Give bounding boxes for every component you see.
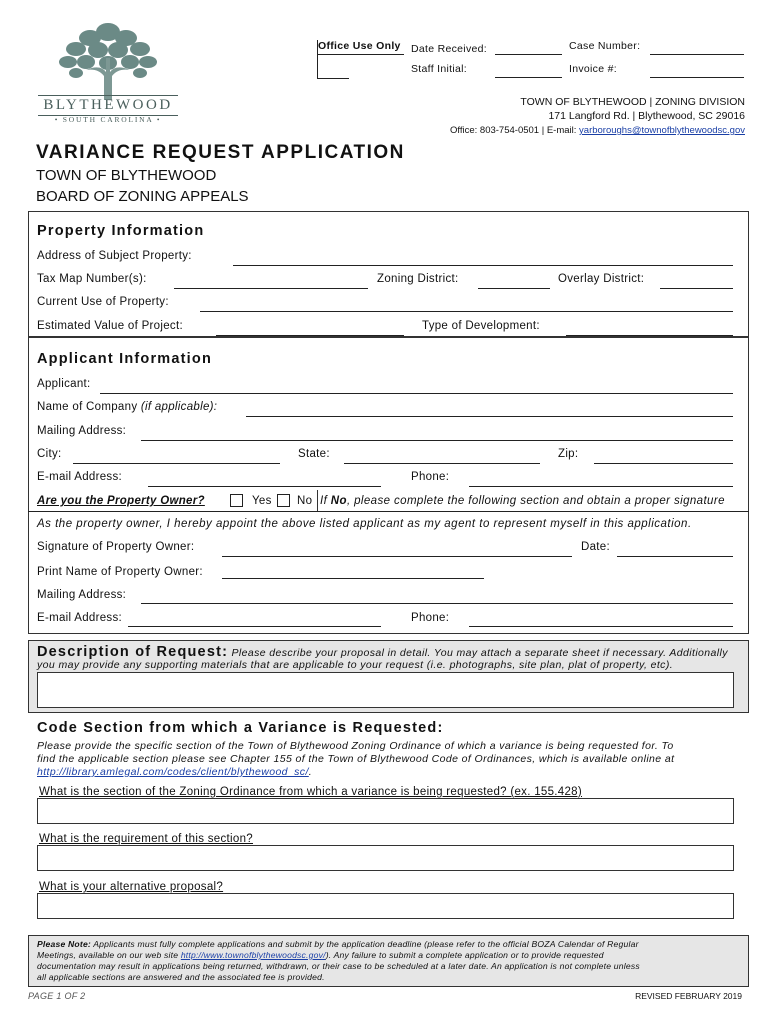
- revised-date: REVISED FEBRUARY 2019: [635, 991, 742, 1001]
- note-line1: Please Note: Applicants must fully complete applications and submit by the application deadline (please refer to the official BOZA Calendar of Regular: [37, 939, 639, 949]
- description-title: Description of Request:: [37, 644, 229, 660]
- owner-mailing-label: Mailing Address:: [37, 589, 127, 601]
- date-received-field[interactable]: [495, 54, 562, 55]
- applicant-label: Applicant:: [37, 378, 91, 390]
- owner-signature-field[interactable]: [222, 556, 572, 557]
- description-textarea[interactable]: [37, 672, 734, 708]
- overlay-field[interactable]: [660, 288, 733, 289]
- city-field[interactable]: [73, 463, 280, 464]
- alternative-input[interactable]: [37, 893, 734, 919]
- town-logo: [38, 18, 178, 128]
- question-section-number: What is the section of the Zoning Ordinance from which a variance is being requested? (ex. 155.428): [39, 786, 583, 798]
- code-library-link[interactable]: http://library.amlegal.com/codes/client/blythewood_sc/: [37, 766, 309, 778]
- section-number-input[interactable]: [37, 798, 734, 824]
- dev-type-field[interactable]: [566, 335, 733, 336]
- dev-type-label: Type of Development:: [422, 320, 540, 332]
- case-number-field[interactable]: [650, 54, 744, 55]
- owner-email-field[interactable]: [128, 626, 381, 627]
- owner-print-name-label: Print Name of Property Owner:: [37, 566, 203, 578]
- zoning-label: Zoning District:: [377, 273, 459, 285]
- description-instructions-1: Please describe your proposal in detail. You may attach a separate sheet if necessary. Additionally: [228, 647, 728, 659]
- note-line3: documentation may result in applications being returned, withdrawn, or their case to be scheduled at a later date. An application is not complete unless: [37, 961, 640, 971]
- mailing-field[interactable]: [141, 440, 733, 441]
- code-instructions-1: Please provide the specific section of the Town of Blythewood Zoning Ordinance of which a variance is being requested for. To: [37, 740, 674, 752]
- applicant-section-title: Applicant Information: [37, 351, 213, 367]
- state-field[interactable]: [344, 463, 540, 464]
- company-field[interactable]: [246, 416, 733, 417]
- owner-row-divider: [28, 511, 749, 512]
- applicant-field[interactable]: [100, 393, 733, 394]
- current-use-field[interactable]: [200, 311, 733, 312]
- logo-subtitle: • SOUTH CAROLINA •: [54, 115, 162, 124]
- owner-email-label: E-mail Address:: [37, 612, 123, 624]
- owner-mailing-field[interactable]: [141, 603, 733, 604]
- owner-print-name-field[interactable]: [222, 578, 484, 579]
- staff-initial-field[interactable]: [495, 77, 562, 78]
- owner-phone-label: Phone:: [411, 612, 450, 624]
- subtitle-board: BOARD OF ZONING APPEALS: [36, 188, 249, 205]
- zoning-field[interactable]: [478, 288, 550, 289]
- owner-phone-field[interactable]: [469, 626, 733, 627]
- owner-no-checkbox[interactable]: [277, 494, 290, 507]
- question-alternative: What is your alternative proposal?: [39, 881, 224, 893]
- current-use-label: Current Use of Property:: [37, 296, 169, 308]
- owner-divider: [317, 490, 318, 512]
- description-header: [37, 644, 728, 660]
- phone-label: Phone:: [411, 471, 450, 483]
- zip-label: Zip:: [558, 448, 579, 460]
- website-link[interactable]: http://www.townofblythewoodsc.gov/: [180, 950, 326, 960]
- est-value-field[interactable]: [216, 335, 404, 336]
- property-owner-question: Are you the Property Owner?: [37, 495, 205, 507]
- owner-yes-checkbox[interactable]: [230, 494, 243, 507]
- email-link[interactable]: yarboroughs@townofblythewoodsc.gov: [579, 125, 745, 136]
- owner-signature-label: Signature of Property Owner:: [37, 541, 195, 553]
- date-received-label: Date Received:: [411, 43, 487, 55]
- invoice-field[interactable]: [650, 77, 744, 78]
- mailing-label: Mailing Address:: [37, 425, 127, 437]
- note-line4: all applicable sections are answered and the associated fee is provided.: [37, 972, 325, 982]
- email-field[interactable]: [148, 486, 381, 487]
- description-instructions-2: you may provide any supporting materials that are applicable to your request (i.e. photographs, site plan, plat of property, etc).: [37, 659, 674, 671]
- case-number-label: Case Number:: [569, 40, 641, 52]
- town-line2: 171 Langford Rd. | Blythewood, SC 29016: [548, 110, 745, 122]
- staff-initial-label: Staff Initial:: [411, 63, 467, 75]
- if-no-instruction: If No, please complete the following section and obtain a proper signature: [320, 495, 725, 507]
- state-label: State:: [298, 448, 330, 460]
- town-line1: TOWN OF BLYTHEWOOD | ZONING DIVISION: [520, 96, 745, 108]
- page-number: PAGE 1 OF 2: [28, 991, 86, 1001]
- question-requirement: What is the requirement of this section?: [39, 833, 253, 845]
- subtitle-town: TOWN OF BLYTHEWOOD: [36, 167, 217, 184]
- overlay-label: Overlay District:: [558, 273, 645, 285]
- owner-no-label: No: [297, 495, 313, 507]
- zip-field[interactable]: [594, 463, 733, 464]
- office-use-title: Office Use Only: [318, 40, 401, 52]
- code-section-title: Code Section from which a Variance is Requested:: [37, 720, 444, 736]
- page-title: VARIANCE REQUEST APPLICATION: [36, 142, 405, 163]
- company-label: Name of Company (if applicable):: [37, 401, 218, 413]
- code-link-line: http://library.amlegal.com/codes/client/blythewood_sc/.: [37, 766, 313, 778]
- owner-date-label: Date:: [581, 541, 610, 553]
- est-value-label: Estimated Value of Project:: [37, 320, 183, 332]
- phone-field[interactable]: [469, 486, 733, 487]
- owner-yes-label: Yes: [252, 495, 272, 507]
- address-field[interactable]: [233, 265, 733, 266]
- logo-name: BLYTHEWOOD: [38, 95, 178, 116]
- email-label: E-mail Address:: [37, 471, 123, 483]
- owner-date-field[interactable]: [617, 556, 733, 557]
- office-phone: Office: 803-754-0501 | E-mail:: [450, 125, 580, 136]
- property-section-title: Property Information: [37, 223, 205, 239]
- office-use-bottom: [317, 78, 349, 79]
- requirement-input[interactable]: [37, 845, 734, 871]
- note-line2: Meetings, available on our web site http://www.townofblythewoodsc.gov/). Any failure to submit a complete application or to provide requested: [37, 950, 604, 960]
- note-bold: Please Note:: [37, 939, 91, 949]
- office-use-divider: [317, 40, 318, 78]
- office-use-underline: [317, 54, 404, 55]
- invoice-label: Invoice #:: [569, 63, 617, 75]
- tax-map-field[interactable]: [174, 288, 368, 289]
- owner-statement: As the property owner, I hereby appoint the above listed applicant as my agent to represent myself in this application.: [37, 518, 692, 530]
- city-label: City:: [37, 448, 62, 460]
- tax-map-label: Tax Map Number(s):: [37, 273, 147, 285]
- code-instructions-2: find the applicable section please see Chapter 155 of the Town of Blythewood Code of Ordinances, which is available online at: [37, 753, 675, 765]
- tree-icon: [38, 18, 178, 100]
- town-contact: [450, 125, 745, 136]
- address-label: Address of Subject Property:: [37, 250, 192, 262]
